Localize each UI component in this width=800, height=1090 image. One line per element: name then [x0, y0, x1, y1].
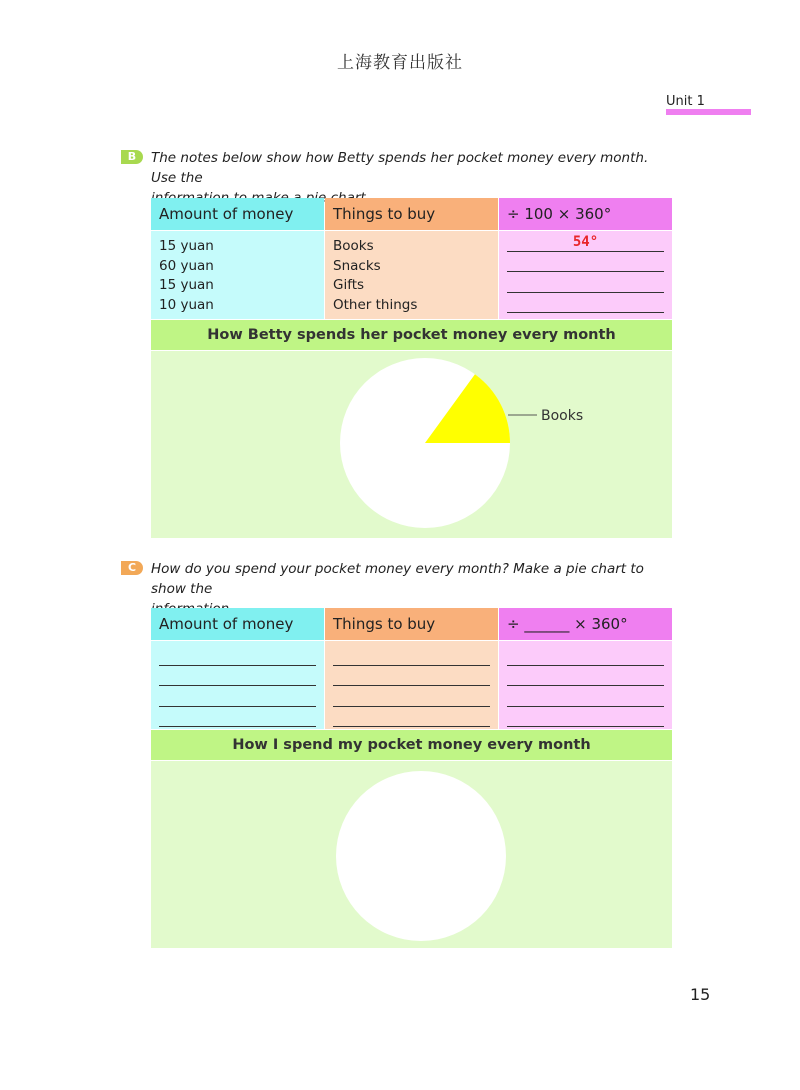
thing-item: Books: [333, 238, 374, 254]
amount-column: [151, 231, 324, 319]
amount-item: 10 yuan: [159, 296, 214, 313]
things-header: Things to buy: [325, 198, 498, 230]
degree-blank[interactable]: [507, 666, 664, 687]
pie-circle: [336, 771, 506, 941]
degree-blank[interactable]: [507, 707, 664, 728]
thing-item: Snacks: [333, 257, 381, 274]
publisher-name: 上海教育出版社: [337, 53, 463, 73]
section-c-chart-area: [151, 761, 672, 948]
amount-blank[interactable]: [159, 645, 316, 666]
thing-blank[interactable]: [333, 686, 490, 707]
my-pie-chart: [151, 761, 672, 948]
betty-pie-chart: [151, 351, 672, 538]
things-column: [325, 231, 498, 319]
thing-blank[interactable]: [333, 666, 490, 687]
page-number: 15: [690, 985, 711, 1004]
amount-blank[interactable]: [159, 686, 316, 707]
section-b-instruction-line1: The notes below show how Betty spends her pocket money every month. Use the: [151, 150, 649, 186]
section-b-badge: B: [121, 150, 143, 164]
degree-answer: 54°: [572, 233, 599, 250]
degree-blank[interactable]: [507, 645, 664, 666]
degree-blank[interactable]: [507, 293, 664, 314]
degree-blank[interactable]: [507, 252, 664, 273]
amount-item: 60 yuan: [159, 257, 214, 274]
amount-blank[interactable]: [159, 666, 316, 687]
degree-blank[interactable]: [507, 272, 664, 293]
thing-item: Gifts: [333, 277, 365, 293]
amount-item: 15 yuan: [159, 238, 214, 254]
section-b-chart-title: How Betty spends her pocket money every month: [151, 320, 672, 350]
amount-blank[interactable]: [159, 707, 316, 728]
degree-blank[interactable]: [507, 686, 664, 707]
section-b-table: [151, 198, 672, 319]
degree-column: [499, 641, 672, 729]
formula-header: ÷ 100 × 360°: [499, 198, 672, 230]
pie-label-books: Books: [541, 408, 584, 424]
unit-label: Unit 1: [666, 94, 705, 109]
thing-item: Other things: [333, 296, 418, 313]
amount-header: Amount of money: [151, 198, 324, 230]
things-column: [325, 641, 498, 729]
degree-blank[interactable]: [507, 231, 664, 252]
section-c-table: [151, 608, 672, 729]
section-c-chart-title: How I spend my pocket money every month: [151, 730, 672, 760]
amount-column: [151, 641, 324, 729]
things-header: Things to buy: [325, 608, 498, 640]
amount-item: 15 yuan: [159, 277, 214, 293]
amount-header: Amount of money: [151, 608, 324, 640]
formula-header: ÷ ______ × 360°: [499, 608, 672, 640]
section-b-chart-area: [151, 351, 672, 538]
unit-bar: [666, 109, 751, 115]
degree-column: [499, 231, 672, 319]
section-c-badge: C: [121, 561, 143, 575]
thing-blank[interactable]: [333, 645, 490, 666]
thing-blank[interactable]: [333, 707, 490, 728]
section-c-instruction-line1: How do you spend your pocket money every month? Make a pie chart to show the: [151, 561, 644, 597]
